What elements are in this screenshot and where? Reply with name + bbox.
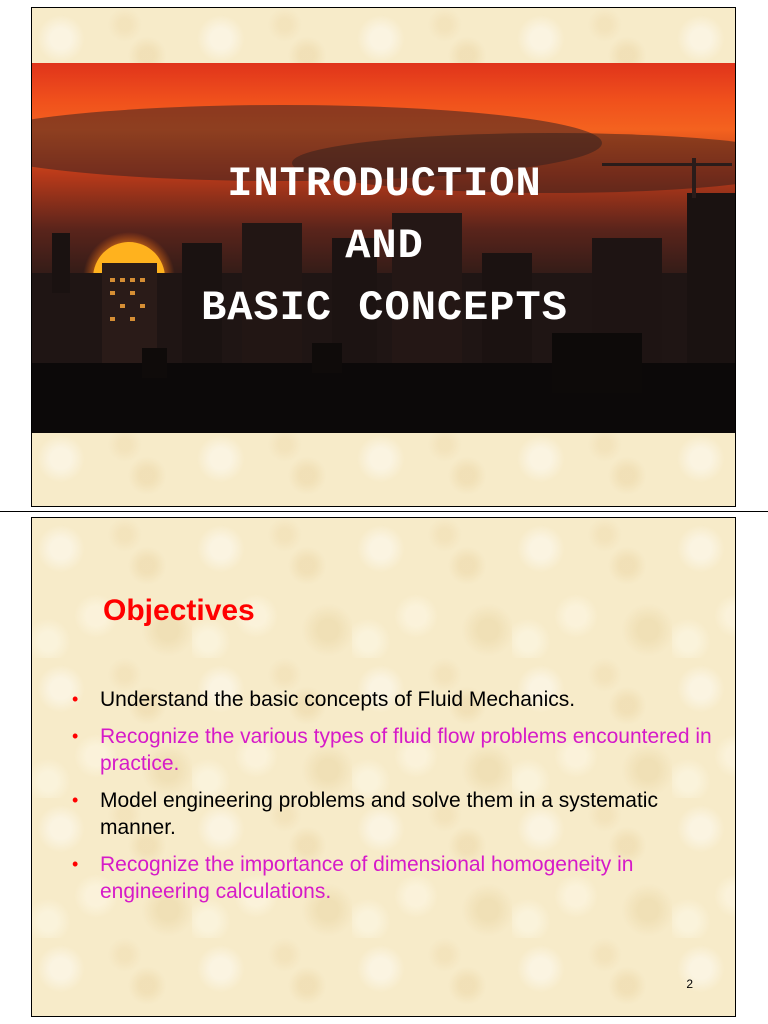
objective-text-3: Model engineering problems and solve them in a systematic manner. [100,789,658,839]
page-divider [0,511,768,512]
slide-title [32,153,736,339]
bullet-icon: • [72,689,79,709]
objectives-heading: Objectives [103,594,255,627]
title-slide [31,7,736,507]
objective-text-2: Recognize the various types of fluid flow problems encountered in practice. [100,725,712,775]
title-line-2: AND [345,222,424,270]
objective-item-4 [72,851,712,905]
sunset-skyline-image [32,63,736,433]
title-line-3: BASIC CONCEPTS [201,284,568,332]
objectives-slide [31,517,736,1017]
objective-item-1 [72,686,712,713]
page-number: 2 [686,977,693,991]
title-line-1: INTRODUCTION [227,160,542,208]
objectives-list [72,686,712,915]
objective-item-2 [72,723,712,777]
objective-item-3 [72,787,712,841]
bullet-icon: • [72,790,79,810]
bullet-icon: • [72,726,79,746]
objective-text-1: Understand the basic concepts of Fluid Mechanics. [100,688,576,711]
bullet-icon: • [72,854,79,874]
objective-text-4: Recognize the importance of dimensional homogeneity in engineering calculations. [100,853,634,903]
